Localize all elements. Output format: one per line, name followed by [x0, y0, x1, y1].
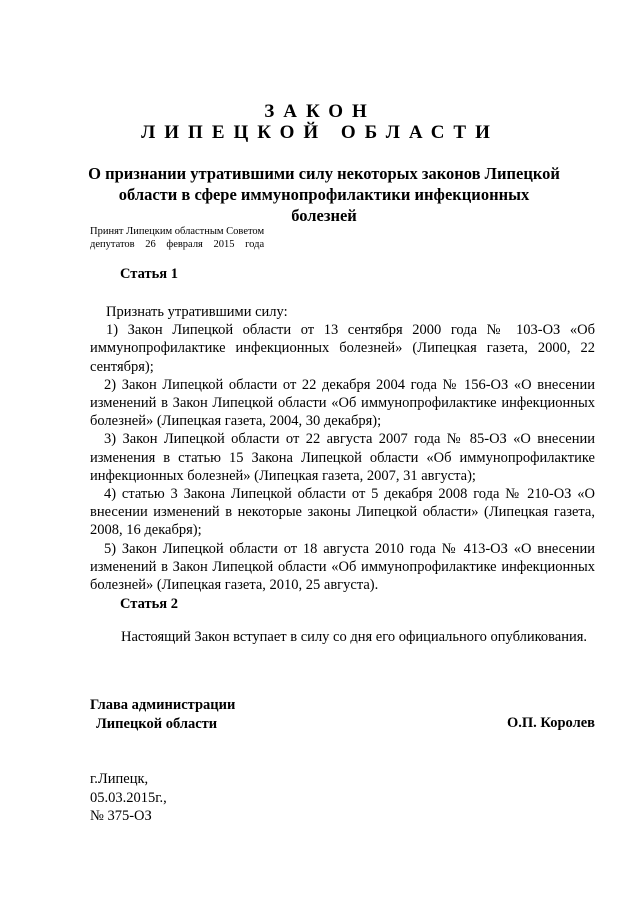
- article-1-body: [90, 303, 595, 594]
- subject-line-1: О признании утратившими силу некоторых законов Липецкой: [88, 164, 560, 183]
- subject-line-2: области в сфере иммунопрофилактики инфекционных болезней: [118, 185, 530, 225]
- region-heading: ЛИПЕЦКОЙ ОБЛАСТИ: [141, 122, 499, 143]
- footer-number: № 375-ОЗ: [90, 808, 152, 824]
- adoption-day: 26: [145, 239, 156, 250]
- adoption-year-word: года: [245, 239, 265, 250]
- adoption-line-1: Принят Липецким областным Советом: [90, 226, 265, 237]
- article-2-title: Статья 2: [120, 596, 178, 612]
- adoption-month: февраля: [166, 239, 203, 250]
- article-1-item: 3) Закон Липецкой области от 22 августа 2007 года № 85-ОЗ «О внесении изменения в статью 15 Закона Липецкой области «Об иммунопрофилактике инфекционных болезней» (Липецкая газета, 2007, 31 августа);: [90, 431, 595, 484]
- adoption-deputies: депутатов: [90, 239, 135, 250]
- footer-city: г.Липецк,: [90, 771, 149, 787]
- article-1-intro: Признать утратившими силу:: [106, 304, 288, 320]
- law-subject: [84, 163, 564, 226]
- signatory-position-line-1: Глава администрации: [90, 697, 236, 713]
- signatory-position: [90, 696, 235, 734]
- article-1-item: 2) Закон Липецкой области от 22 декабря 2004 года № 156-ОЗ «О внесении изменений в Закон Липецкой области «Об иммунопрофилактике инфекционных болезней» (Липецкая газета, 2004, 30 декабря);: [90, 376, 595, 430]
- article-1-item: 4) статью 3 Закона Липецкой области от 5 декабря 2008 года № 210-ОЗ «О внесении изменений в некоторые законы Липецкой области» (Липецкая газета, 2008, 16 декабря);: [90, 486, 595, 539]
- article-1-item: 1) Закон Липецкой области от 13 сентября 2000 года № 103-ОЗ «Об иммунопрофилактике инфекционных болезней» (Липецкая газета, 2000, 22 сентября);: [90, 322, 595, 375]
- signatory-name: О.П. Королев: [507, 715, 595, 731]
- law-heading: ЗАКОН: [264, 101, 376, 122]
- adoption-line-2: [90, 238, 264, 251]
- article-2-text: Настоящий Закон вступает в силу со дня его официального опубликования.: [121, 629, 588, 645]
- document-footer: [90, 770, 167, 826]
- article-1-title: Статья 1: [120, 266, 178, 282]
- footer-date: 05.03.2015г.,: [90, 789, 167, 806]
- article-1-item: 5) Закон Липецкой области от 18 августа 2010 года № 413-ОЗ «О внесении изменений в Закон Липецкой области «Об иммунопрофилактике инфекционных болезней» (Липецкая газета, 2010, 25 августа).: [90, 540, 595, 594]
- signatory-position-line-2: Липецкой области: [96, 716, 218, 732]
- adoption-year: 2015: [213, 239, 235, 250]
- adoption-note: [90, 225, 264, 251]
